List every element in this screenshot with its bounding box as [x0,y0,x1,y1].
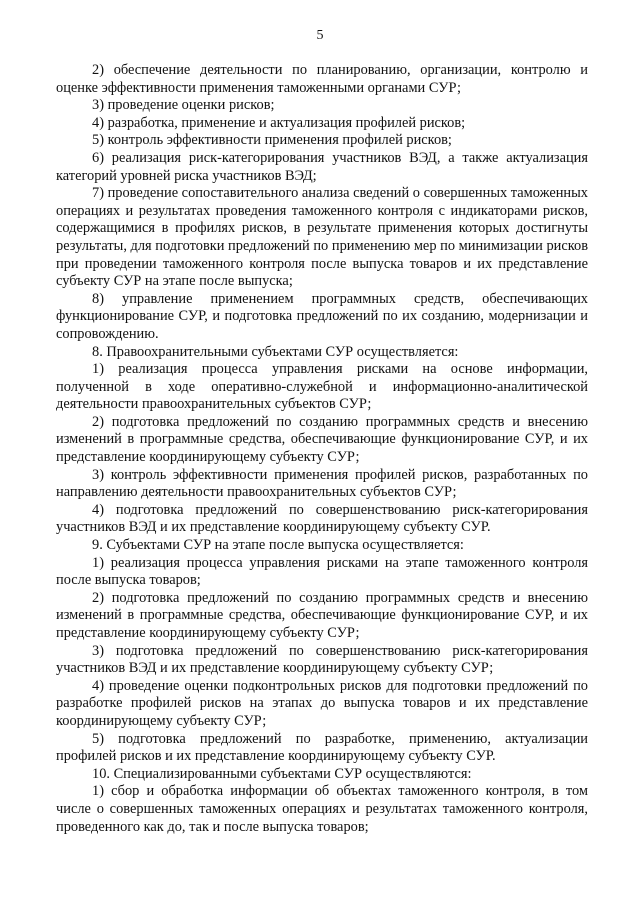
paragraph: 1) реализация процесса управления рисками на этапе таможенного контроля после выпуска товаров; [56,554,588,589]
paragraph: 1) сбор и обработка информации об объектах таможенного контроля, в том числе о совершенных таможенных операциях и результатах таможенного контроля, проведенного как до, так и после выпуска товаров; [56,783,588,835]
paragraph: 5) подготовка предложений по разработке, применению, актуализации профилей рисков и их представление координирующему субъекту СУР. [56,730,588,765]
document-body [56,62,588,836]
paragraph: 3) подготовка предложений по совершенствованию риск-категорирования участников ВЭД и их представление координирующему субъекту СУР; [56,642,588,677]
paragraph: 8) управление применением программных средств, обеспечивающих функционирование СУР, и подготовка предложений по их созданию, модернизации и сопровождению. [56,290,588,342]
paragraph: 4) проведение оценки подконтрольных рисков для подготовки предложений по разработке профилей рисков на этапах до выпуска товаров и их представление координирующему субъекту СУР; [56,677,588,729]
paragraph: 2) обеспечение деятельности по планированию, организации, контролю и оценке эффективности применения таможенными органами СУР; [56,62,588,96]
section-heading: 9. Субъектами СУР на этапе после выпуска осуществляется: [92,537,464,554]
paragraph: 3) контроль эффективности применения профилей рисков, разработанных по направлению деятельности правоохранительных субъектов СУР; [56,466,588,501]
paragraph: 6) реализация риск-категорирования участников ВЭД, а также актуализация категорий уровней риска участников ВЭД; [56,149,588,184]
paragraph: 7) проведение сопоставительного анализа сведений о совершенных таможенных операциях и результатах проведения таможенного контроля с индикаторами рисков, содержащимися в профилях рисков, в результате применения которых достигнуты результаты, для подготовки предложений по применению мер по минимизации рисков при проведении таможенного контроля после выпуска товаров и их представление субъекту СУР на этапе после выпуска; [56,185,588,290]
paragraph: 4) подготовка предложений по совершенствованию риск-категорирования участников ВЭД и их представление координирующему субъекту СУР. [56,501,588,536]
section-heading: 10. Специализированными субъектами СУР осуществляются: [92,765,472,782]
paragraph: 3) проведение оценки рисков; [92,97,275,114]
page-number: 5 [316,28,324,43]
section-heading: 8. Правоохранительными субъектами СУР осуществляется: [92,343,459,360]
paragraph: 5) контроль эффективности применения профилей рисков; [92,132,452,149]
paragraph: 2) подготовка предложений по созданию программных средств и внесению изменений в программные средства, обеспечивающие функционирование СУР, и их представление координирующему субъекту СУР; [56,589,588,641]
paragraph: 1) реализация процесса управления рисками на основе информации, полученной в ходе оперативно-служебной и информационно-аналитической деятельности правоохранительных субъектов СУР; [56,361,588,413]
paragraph: 4) разработка, применение и актуализация профилей рисков; [92,114,466,131]
paragraph: 2) подготовка предложений по созданию программных средств и внесению изменений в программные средства, обеспечивающие функционирование СУР, и их представление координирующему субъекту СУР; [56,413,588,466]
